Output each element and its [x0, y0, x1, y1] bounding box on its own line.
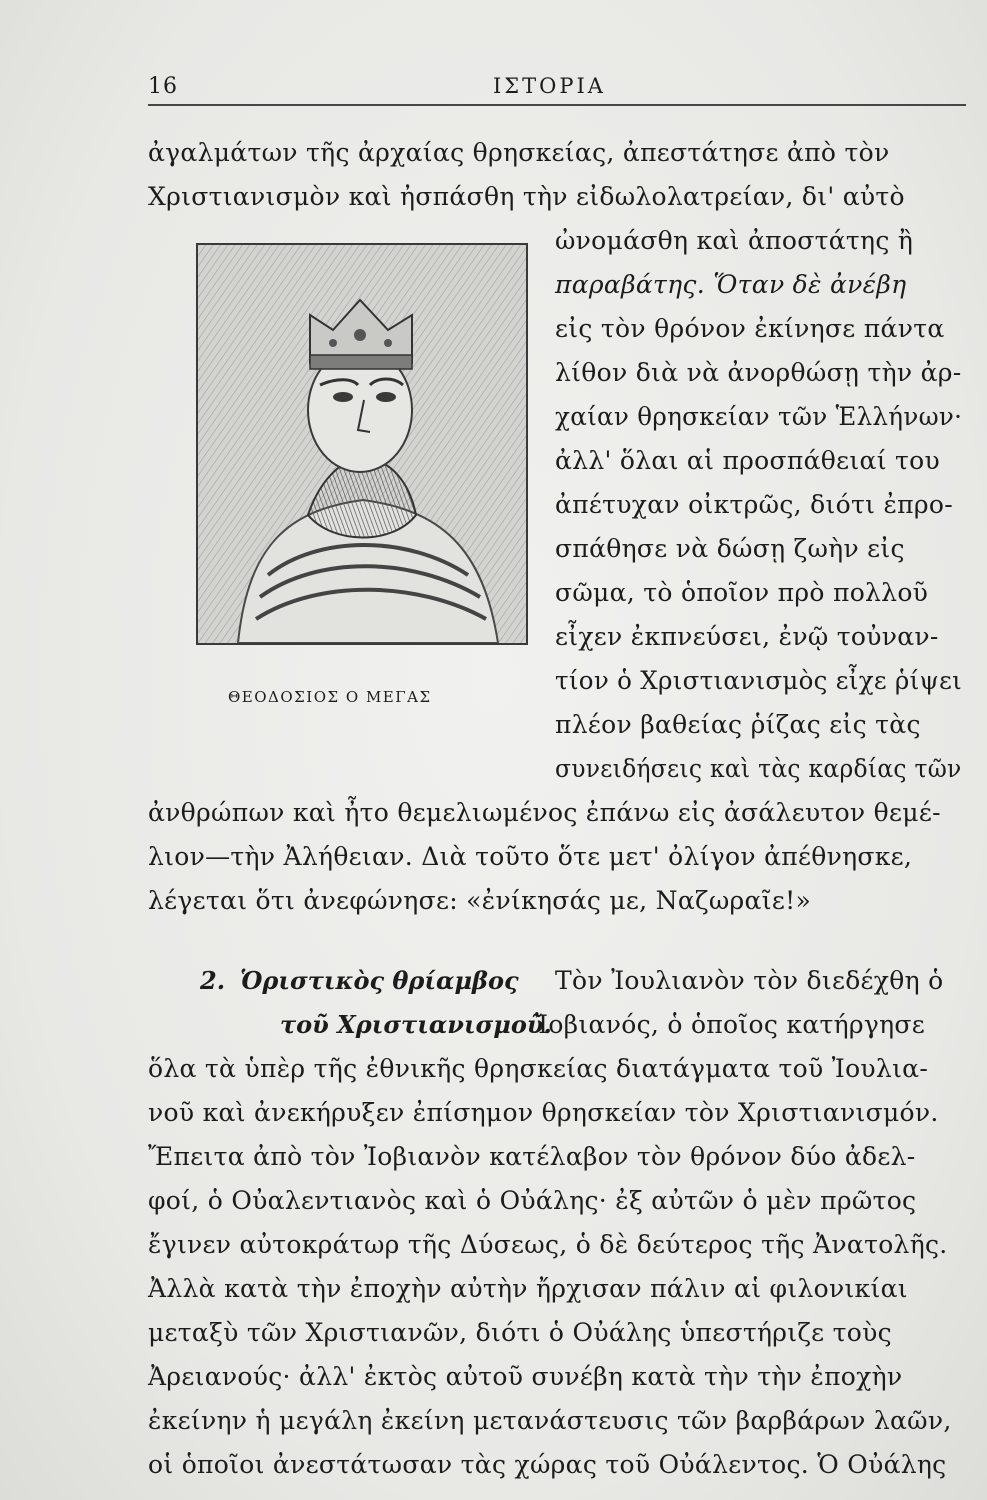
text-line: σπάθησε νὰ δώσῃ ζωὴν εἰς: [555, 534, 905, 563]
page-number: 16: [148, 74, 178, 99]
figure-caption: ΘΕΟΔΟΣΙΟΣ Ο ΜΕΓΑΣ: [228, 688, 432, 706]
text-line: συνειδήσεις καὶ τὰς καρδίας τῶν: [555, 754, 962, 783]
section-heading-cont: τοῦ Χριστιανισμοῦ.: [280, 1010, 552, 1039]
text-line: εἰς τὸν θρόνον ἐκίνησε πάντα: [555, 314, 945, 343]
running-title: ΙΣΤΟΡΙΑ: [493, 74, 606, 98]
portrait-figure: [196, 243, 528, 645]
text-line: Ἰοβιανός, ὁ ὁποῖος κατήργησε: [535, 1010, 926, 1039]
text-line: ἀλλ' ὅλαι αἱ προσπάθειαί του: [555, 446, 941, 475]
text-line: χαίαν θρησκείαν τῶν Ἑλλήνων·: [555, 402, 963, 431]
text-line: ἔγινεν αὐτοκράτωρ τῆς Δύσεως, ὁ δὲ δεύτερος τῆς Ἀνατολῆς.: [148, 1230, 948, 1259]
text-line: εἶχεν ἐκπνεύσει, ἐνῷ τοὐναν-: [555, 622, 939, 651]
text-line: Τὸν Ἰουλιανὸν τὸν διεδέχθη ὁ: [555, 966, 944, 995]
text-line: οἱ ὁποῖοι ἀνεστάτωσαν τὰς χώρας τοῦ Οὐάλεντος. Ὁ Οὐάλης: [148, 1450, 947, 1479]
text-line: φοί, ὁ Οὐαλεντιανὸς καὶ ὁ Οὐάλης· ἐξ αὐτῶν ὁ μὲν πρῶτος: [148, 1186, 917, 1215]
text-line: ἀπέτυχαν οἰκτρῶς, διότι ἐπρο-: [555, 490, 953, 519]
text-line: παραβάτης. Ὅταν δὲ ἀνέβη: [555, 270, 907, 299]
text-line: σῶμα, τὸ ὁποῖον πρὸ πολλοῦ: [555, 578, 929, 607]
text-line: μεταξὺ τῶν Χριστιανῶν, διότι ὁ Οὐάλης ὑπεστήριζε τοὺς: [148, 1318, 892, 1347]
text-line: ἀνθρώπων καὶ ἦτο θεμελιωμένος ἐπάνω εἰς ἀσάλευτον θεμέ-: [148, 798, 941, 827]
text-line: λέγεται ὅτι ἀνεφώνησε: «ἐνίκησάς με, Ναζωραῖε!»: [148, 886, 812, 915]
text-line: τίον ὁ Χριστιανισμὸς εἶχε ῥίψει: [555, 666, 962, 695]
text-line: ἐκείνην ἡ μεγάλη ἐκείνη μετανάστευσις τῶν βαρβάρων λαῶν,: [148, 1406, 952, 1435]
page-header: [148, 74, 968, 104]
text-line: ὅλα τὰ ὑπὲρ τῆς ἐθνικῆς θρησκείας διατάγματα τοῦ Ἰουλια-: [148, 1054, 929, 1083]
text-line: λίθον διὰ νὰ ἀνορθώσῃ τὴν ἀρ-: [555, 358, 962, 387]
header-rule: [148, 104, 966, 106]
emperor-portrait-icon: [198, 245, 526, 643]
text-line: πλέον βαθείας ῥίζας εἰς τὰς: [555, 710, 921, 739]
text-line: ἀγαλμάτων τῆς ἀρχαίας θρησκείας, ἀπεστάτησε ἀπὸ τὸν: [148, 138, 890, 167]
text-line: Ἔπειτα ἀπὸ τὸν Ἰοβιανὸν κατέλαβον τὸν θρόνον δύο ἀδελ-: [148, 1142, 916, 1171]
section-heading: Ὁριστικὸς θρίαμβος: [240, 966, 519, 995]
text-line: Ἀρειανούς· ἀλλ' ἐκτὸς αὐτοῦ συνέβη κατὰ τὴν τὴν ἐποχὴν: [148, 1362, 903, 1391]
text-line: Ἀλλὰ κατὰ τὴν ἐποχὴν αὐτὴν ἤρχισαν πάλιν αἱ φιλονικίαι: [148, 1274, 908, 1303]
text-line: λιον—τὴν Ἀλήθειαν. Διὰ τοῦτο ὅτε μετ' ὀλίγον ἀπέθνησκε,: [148, 842, 913, 871]
text-line: Χριστιανισμὸν καὶ ἠσπάσθη τὴν εἰδωλολατρείαν, δι' αὐτὸ: [148, 182, 905, 211]
section-number: 2.: [200, 966, 226, 995]
text-line: ὠνομάσθη καὶ ἀποστάτης ἢ: [555, 226, 914, 255]
text-line: νοῦ καὶ ἀνεκήρυξεν ἐπίσημον θρησκείαν τὸν Χριστιανισμόν.: [148, 1098, 939, 1127]
